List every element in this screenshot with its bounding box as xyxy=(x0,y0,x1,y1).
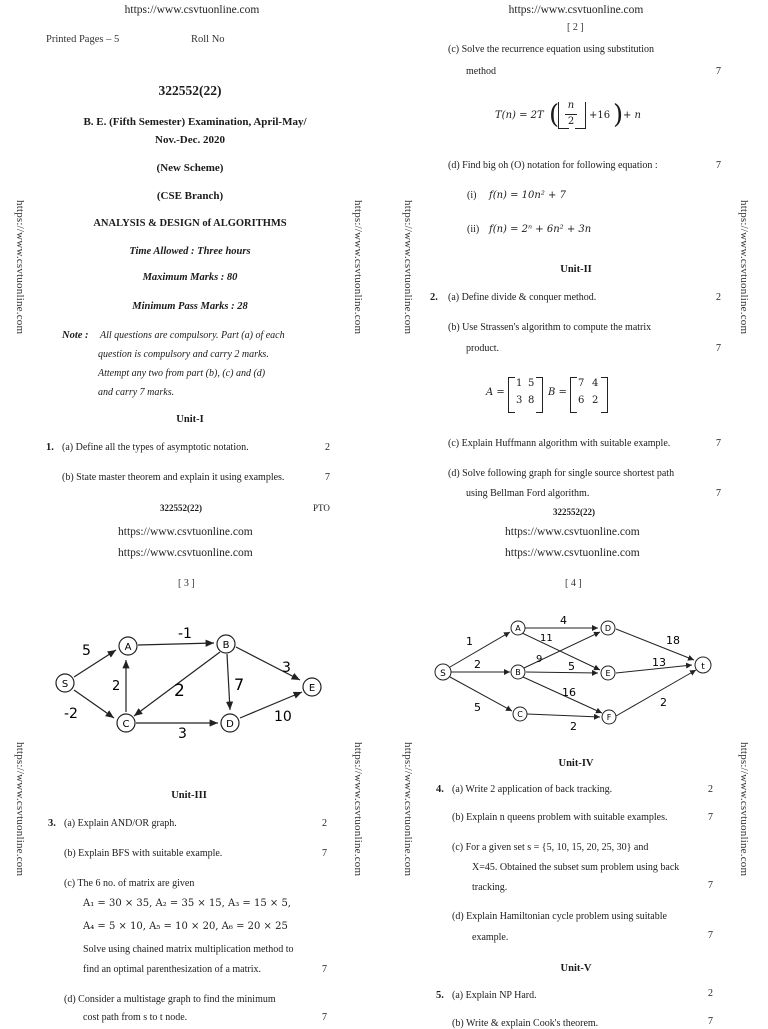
note-line3: Attempt any two from part (b), (c) and (d) xyxy=(98,368,266,379)
q3a: (a) Explain AND/OR graph. xyxy=(64,818,177,829)
q2-number: 2. xyxy=(430,292,438,303)
weight-a-e: 11 xyxy=(540,633,553,644)
q4-number: 4. xyxy=(436,784,444,795)
center-left-watermark-bottom: https://www.csvtuonline.com xyxy=(352,742,364,877)
weight-a-b: -1 xyxy=(178,626,192,642)
branch: (CSE Branch) xyxy=(156,190,224,202)
q3c-line1: (c) The 6 no. of matrix are given xyxy=(64,878,195,889)
q5a-marks: 2 xyxy=(708,988,713,999)
node-b-label: B xyxy=(515,668,521,677)
matrix-b-21: 6 xyxy=(578,395,585,406)
left-watermark-bottom: https://www.csvtuonline.com xyxy=(14,742,26,877)
page3-number: [ 3 ] xyxy=(178,578,195,589)
q5b-partial: (b) Write & explain Cook's theorem. xyxy=(452,1018,599,1029)
node-c-label: C xyxy=(122,719,130,730)
time-allowed: Time Allowed : Three hours xyxy=(129,246,251,257)
recurrence-denominator: 2 xyxy=(567,116,575,127)
q1d-i-label: (i) xyxy=(467,190,477,201)
unit-4-heading: Unit-IV xyxy=(558,758,594,769)
edge-d-e xyxy=(240,692,302,718)
q1a: (a) Define all the types of asymptotic notation. xyxy=(62,442,249,453)
q3d-marks: 7 xyxy=(322,1012,327,1023)
q4c-line1: (c) For a given set s = {5, 10, 15, 20, 25, 30} and xyxy=(452,842,649,853)
q2a: (a) Define divide & conquer method. xyxy=(448,292,597,303)
q2c-marks: 7 xyxy=(716,438,721,449)
weight-b-d: 9 xyxy=(536,654,543,665)
note-label: Note : xyxy=(62,330,89,341)
q1d-i: f(n) = 10n² + 7 xyxy=(489,190,566,201)
q3a-marks: 2 xyxy=(322,818,327,829)
multistage-graph xyxy=(430,610,720,735)
weight-c-f: 2 xyxy=(570,720,577,733)
unit-3-heading: Unit-III xyxy=(171,790,207,801)
weight-b-f: 16 xyxy=(562,686,576,699)
q3c-line2: A₁ = 30 × 35, A₂ = 35 × 15, A₃ = 15 × 5, xyxy=(83,898,291,909)
q1d: (d) Find big oh (O) notation for following equation : xyxy=(448,160,658,171)
page1-footer-url: https://www.csvtuonline.com xyxy=(118,526,253,538)
matrix-a-label: A = xyxy=(486,387,505,398)
right-watermark-bottom: https://www.csvtuonline.com xyxy=(738,742,750,877)
q4a: (a) Write 2 application of back tracking. xyxy=(452,784,613,795)
q1c-line2: method xyxy=(466,66,496,77)
q3-number: 3. xyxy=(48,818,56,829)
edge-s-c xyxy=(450,677,512,711)
note-line1: All questions are compulsory. Part (a) of each xyxy=(100,330,285,341)
q3d-line1: (d) Consider a multistage graph to find the minimum xyxy=(64,994,276,1005)
weight-b-d: 7 xyxy=(234,675,245,694)
q5b-marks: 7 xyxy=(708,1016,713,1027)
weight-d-t: 18 xyxy=(666,634,680,647)
weight-b-c: 2 xyxy=(174,681,185,701)
center-right-watermark-bottom: https://www.csvtuonline.com xyxy=(402,742,414,877)
matrix-b-label: B = xyxy=(548,387,567,398)
node-a-label: A xyxy=(515,624,521,633)
matrix-a-bracket-right xyxy=(536,377,543,413)
edge-s-a xyxy=(74,650,116,677)
edge-c-f xyxy=(527,714,600,717)
node-s-label: S xyxy=(61,679,69,690)
center-left-watermark-top: https://www.csvtuonline.com xyxy=(352,200,364,335)
matrix-b-22: 2 xyxy=(592,395,599,406)
weight-b-e: 3 xyxy=(282,660,291,676)
weight-f-t: 2 xyxy=(660,696,667,709)
note-line4: and carry 7 marks. xyxy=(98,387,175,398)
edge-b-e xyxy=(526,672,598,673)
q1d-marks: 7 xyxy=(716,160,721,171)
node-t-label: t xyxy=(701,662,705,672)
page1-header-url: https://www.csvtuonline.com xyxy=(124,4,260,16)
node-d-label: D xyxy=(226,719,234,730)
q4d-line1: (d) Explain Hamiltonian cycle problem using suitable xyxy=(452,911,667,922)
q5a: (a) Explain NP Hard. xyxy=(452,990,537,1001)
unit-2-heading: Unit-II xyxy=(560,264,592,275)
matrix-b-bracket-left xyxy=(570,377,577,413)
edge-b-d xyxy=(227,654,230,710)
roll-no: Roll No xyxy=(191,34,225,45)
recurrence-lhs: T(n) = 2T xyxy=(495,110,544,121)
edge-s-c xyxy=(74,690,114,718)
q3c-line3: A₄ = 5 × 10, A₅ = 10 × 20, A₆ = 20 × 25 xyxy=(83,921,288,932)
recurrence-plus16: +16 xyxy=(589,110,611,121)
q4b-marks: 7 xyxy=(708,812,713,823)
edge-a-e xyxy=(522,633,600,670)
page1-footer-code: 322552(22) xyxy=(160,503,202,513)
node-f-label: F xyxy=(606,713,612,722)
q1-number: 1. xyxy=(46,442,54,453)
weight-c-a: 2 xyxy=(112,679,121,694)
minimum-pass-marks: Minimum Pass Marks : 28 xyxy=(132,301,248,312)
matrix-a-bracket-left xyxy=(508,377,515,413)
weight-e-t: 13 xyxy=(652,656,666,669)
matrix-a-11: 1 xyxy=(516,378,523,389)
right-watermark-top: https://www.csvtuonline.com xyxy=(738,200,750,335)
bracket-right: ) xyxy=(613,100,624,130)
q1b-marks: 7 xyxy=(325,472,330,483)
maximum-marks: Maximum Marks : 80 xyxy=(142,272,238,283)
q2b-line1: (b) Use Strassen's algorithm to compute the matrix xyxy=(448,322,652,333)
unit-1-heading: Unit-I xyxy=(176,414,204,425)
q3b: (b) Explain BFS with suitable example. xyxy=(64,848,223,859)
recurrence-equation xyxy=(495,100,655,134)
weight-s-a: 5 xyxy=(82,643,91,659)
q4d-marks: 7 xyxy=(708,930,713,941)
q3d-line2: cost path from s to t node. xyxy=(83,1012,188,1023)
q5-number: 5. xyxy=(436,990,444,1001)
weight-b-e: 5 xyxy=(568,660,575,673)
page4-number: [ 4 ] xyxy=(565,578,582,589)
weight-s-b: 2 xyxy=(474,658,481,671)
matrix-a-21: 3 xyxy=(516,395,523,406)
q1c-line1: (c) Solve the recurrence equation using substitution xyxy=(448,44,655,55)
q2c: (c) Explain Huffmann algorithm with suitable example. xyxy=(448,438,671,449)
matrix-a-12: 5 xyxy=(528,378,535,389)
paper-code: 322552(22) xyxy=(158,83,222,98)
q2d-marks: 7 xyxy=(716,488,721,499)
weight-s-c: 5 xyxy=(474,701,481,714)
q2d-line2: using Bellman Ford algorithm. xyxy=(466,488,590,499)
q1a-marks: 2 xyxy=(325,442,330,453)
recurrence-tail: + n xyxy=(623,110,641,121)
page2-footer-url: https://www.csvtuonline.com xyxy=(505,526,640,538)
page4-header-url: https://www.csvtuonline.com xyxy=(505,547,640,559)
page2-header-url: https://www.csvtuonline.com xyxy=(508,4,644,16)
q1c-marks: 7 xyxy=(716,66,721,77)
weight-d-e: 10 xyxy=(274,709,292,725)
q2b-marks: 7 xyxy=(716,343,721,354)
page1-footer-pto: PTO xyxy=(313,503,330,513)
printed-pages: Printed Pages – 5 xyxy=(46,34,120,45)
q4c-line2: X=45. Obtained the subset sum problem using back xyxy=(472,862,680,873)
q4a-marks: 2 xyxy=(708,784,713,795)
scheme: (New Scheme) xyxy=(156,162,224,174)
page2-number: [ 2 ] xyxy=(567,22,584,33)
node-c-label: C xyxy=(517,710,523,719)
q2b-line2: product. xyxy=(466,343,500,354)
matrix-b-12: 4 xyxy=(592,378,599,389)
weight-s-c: -2 xyxy=(64,706,78,722)
q1b: (b) State master theorem and explain it using examples. xyxy=(62,472,285,483)
q4d-line2: example. xyxy=(472,932,509,943)
page3-header-url: https://www.csvtuonline.com xyxy=(118,547,253,559)
q2a-marks: 2 xyxy=(716,292,721,303)
exam-title-line1: B. E. (Fifth Semester) Examination, April-May/ xyxy=(83,116,307,128)
weight-c-d: 3 xyxy=(178,726,187,740)
recurrence-numerator: n xyxy=(567,100,575,111)
q2d-line1: (d) Solve following graph for single source shortest path xyxy=(448,468,675,479)
page2-footer-code: 322552(22) xyxy=(553,507,595,517)
subject-title: ANALYSIS & DESIGN of ALGORITHMS xyxy=(93,218,287,229)
weight-a-d: 4 xyxy=(560,614,567,627)
exam-title-line2: Nov.-Dec. 2020 xyxy=(155,134,225,146)
node-e-label: E xyxy=(308,683,316,694)
matrix-b-11: 7 xyxy=(578,378,585,389)
matrix-b-bracket-right xyxy=(601,377,608,413)
node-e-label: E xyxy=(605,669,611,678)
strassen-matrices xyxy=(486,375,616,415)
unit-5-heading: Unit-V xyxy=(560,963,592,974)
left-watermark-top: https://www.csvtuonline.com xyxy=(14,200,26,335)
node-d-label: D xyxy=(604,624,612,633)
q1d-ii-label: (ii) xyxy=(467,224,480,235)
q4c-line3: tracking. xyxy=(472,882,508,893)
q1d-ii: f(n) = 2ⁿ + 6n² + 3n xyxy=(489,224,592,235)
node-s-label: S xyxy=(440,669,446,679)
q3c-marks: 7 xyxy=(322,964,327,975)
matrix-a-22: 8 xyxy=(528,395,535,406)
note-line2: question is compulsory and carry 2 marks. xyxy=(98,349,269,360)
q4b: (b) Explain n queens problem with suitable examples. xyxy=(452,812,668,823)
edge-f-t xyxy=(616,670,696,716)
center-right-watermark-top: https://www.csvtuonline.com xyxy=(402,200,414,335)
q3c-line5: find an optimal parenthesization of a matrix. xyxy=(83,964,261,975)
edge-a-b xyxy=(138,643,214,645)
q3c-line4: Solve using chained matrix multiplication method to xyxy=(83,944,294,955)
q4c-marks: 7 xyxy=(708,880,713,891)
q3b-marks: 7 xyxy=(322,848,327,859)
bellman-ford-graph xyxy=(44,620,344,740)
weight-s-a: 1 xyxy=(466,635,473,648)
bracket-left: ( xyxy=(549,100,560,130)
node-a-label: A xyxy=(124,642,132,653)
node-b-label: B xyxy=(222,640,230,651)
floor-right xyxy=(575,102,586,129)
